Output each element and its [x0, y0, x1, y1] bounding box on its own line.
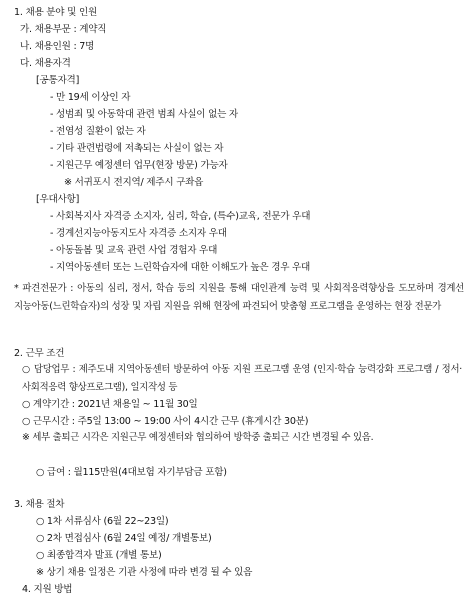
- list-item: ○ 최종합격자 발표 (개별 통보): [36, 550, 162, 561]
- list-item: ○ 2차 면접심사 (6월 24일 예정/ 개별통보): [36, 533, 212, 544]
- schedule-change-note: ※ 상기 채용 일정은 기관 사정에 따라 변경 될 수 있음: [36, 567, 253, 578]
- employment-type: 가. 채용부문 : 계약직: [20, 24, 107, 35]
- preferences-header: [우대사항]: [36, 194, 80, 205]
- list-item: - 성범죄 및 아동학대 관련 범죄 사실이 없는 자: [50, 109, 238, 120]
- dispatch-expert-definition: * 파견전문가 : 아동의 심리, 정서, 학습 등의 지원을 통해 대인관계 능력 및 사회적응력향상을 도모하며 경계선 지능아동(느린학습자)의 성장 및 자립 지원을 위해 현장에 파견되어 맞춤형 프로그램을 운영하는 현장 전문가: [14, 283, 464, 312]
- headcount: 나. 채용인원 : 7명: [20, 41, 95, 52]
- list-item: - 전염성 질환이 없는 자: [50, 126, 146, 137]
- list-item: - 지역아동센터 또는 느린학습자에 대한 이해도가 높은 경우 우대: [50, 262, 311, 273]
- list-item: ○ 1차 서류심사 (6월 22~23일): [36, 516, 169, 527]
- list-item: - 기타 관련법령에 저촉되는 사실이 없는 자: [50, 143, 224, 154]
- section-4-heading: 4. 지원 방법: [22, 584, 73, 595]
- list-item: - 사회복지사 자격증 소지자, 심리, 학습, (특수)교육, 전문가 우대: [50, 211, 311, 222]
- contract-period: ○ 계약기간 : 2021년 채용일 ~ 11월 30일: [22, 399, 198, 410]
- salary: ○ 급여 : 월115만원(4대보험 자기부담금 포함): [36, 467, 227, 478]
- working-hours-note: ※ 세부 출퇴근 시각은 지원근무 예정센터와 협의하여 방학중 출퇴근 시간 변경될 수 있음.: [22, 432, 374, 443]
- section-1-heading: 1. 채용 분야 및 인원: [14, 7, 97, 18]
- duty-description: ○ 담당업무 : 제주도내 지역아동센터 방문하여 아동 지원 프로그램 운영 (인지·학습 능력강화 프로그램 / 정서·사회적응력 향상프로그램), 일지작성 등: [22, 364, 462, 393]
- section-2-heading: 2. 근무 조건: [14, 348, 65, 359]
- common-qualifications-header: [공통자격]: [36, 75, 80, 86]
- list-item: - 만 19세 이상인 자: [50, 92, 131, 103]
- section-3-heading: 3. 채용 절차: [14, 499, 65, 510]
- list-item: - 아동돌봄 및 교육 관련 사업 경험자 우대: [50, 245, 218, 256]
- working-hours: ○ 근무시간 : 주5일 13:00 ~ 19:00 사이 4시간 근무 (휴게시간 30분): [22, 416, 309, 427]
- qualifications-heading: 다. 채용자격: [20, 58, 71, 69]
- location-note: ※ 서귀포시 전지역/ 제주시 구좌읍: [64, 177, 204, 188]
- list-item: - 경계선지능아동지도사 자격증 소지자 우대: [50, 228, 227, 239]
- list-item: - 지원근무 예정센터 업무(현장 방문) 가능자: [50, 160, 228, 171]
